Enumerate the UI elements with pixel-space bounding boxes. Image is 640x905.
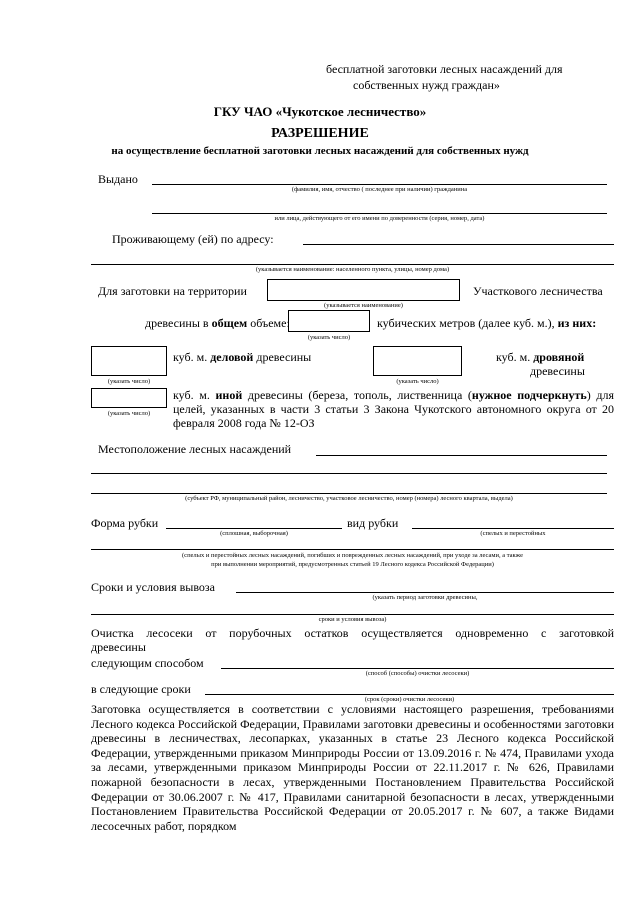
- removal-caption-2: сроки и условия вывоза): [318, 616, 387, 623]
- header-note-line1: бесплатной заготовки лесных насаждений для: [326, 62, 563, 76]
- territory-box[interactable]: [267, 279, 460, 301]
- territory-label: Для заготовки на территории: [98, 284, 247, 298]
- other-wood-box[interactable]: [91, 388, 167, 408]
- territory-caption: (указывается наименование): [324, 302, 403, 309]
- business-wood-caption: (указать число): [107, 378, 151, 385]
- other-wood-caption: (указать число): [107, 410, 151, 417]
- removal-line[interactable]: [236, 592, 614, 593]
- removal-line-2[interactable]: [91, 614, 614, 615]
- firewood-caption: (указать число): [396, 378, 439, 385]
- address-line[interactable]: [303, 244, 614, 245]
- location-line-2[interactable]: [91, 473, 607, 474]
- business-wood-box[interactable]: [91, 346, 167, 376]
- cleaning-terms-caption: (срок (сроки) очистки лесосеки): [364, 696, 455, 703]
- cutting-type-caption: (спелых и перестойных: [480, 530, 546, 537]
- cutting-form-label: Форма рубки: [91, 516, 159, 530]
- territory-right-label: Участкового лесничества: [473, 284, 603, 298]
- volume-label: древесины в общем объеме:: [145, 316, 290, 330]
- firewood-label: куб. м. дровяной: [496, 350, 585, 364]
- cleaning-terms-label: в следующие сроки: [91, 682, 191, 696]
- cutting-type-line[interactable]: [412, 528, 614, 529]
- cutting-form-caption: (сплошная, выборочная): [220, 530, 288, 537]
- header-note-line2: собственных нужд граждан»: [353, 78, 500, 92]
- other-wood-text: куб. м. иной древесины (береза, тополь, лиственница (нужное подчеркнуть) для целей, указанных в части 3 статьи 3 Закона Чукотского автономного округа от 20 февраля 2008 года № 12-ОЗ: [173, 388, 615, 430]
- location-line[interactable]: [316, 455, 607, 456]
- volume-after-label: кубических метров (далее куб. м.), из них:: [377, 316, 597, 330]
- cutting-line-2[interactable]: [91, 549, 614, 550]
- issued-line-2[interactable]: [152, 213, 607, 214]
- firewood-box[interactable]: [373, 346, 462, 376]
- cleaning-method-label: следующим способом: [91, 656, 204, 670]
- business-wood-label: куб. м. деловой древесины: [173, 350, 312, 364]
- location-line-3[interactable]: [91, 493, 607, 494]
- issued-caption-2: или лица, действующего от его имени по доверенности (серия, номер, дата): [274, 215, 485, 222]
- cleaning-method-line[interactable]: [221, 668, 614, 669]
- address-caption: (указывается наименование: населенного пункта, улицы, номер дома): [255, 266, 450, 273]
- address-label: Проживающему (ей) по адресу:: [112, 232, 274, 246]
- location-label: Местоположение лесных насаждений: [98, 442, 292, 456]
- document-subtitle: на осуществление бесплатной заготовки лесных насаждений для собственных нужд: [111, 145, 529, 157]
- issued-label: Выдано: [98, 172, 138, 186]
- issued-line[interactable]: [152, 184, 607, 185]
- volume-caption: (указать число): [307, 334, 351, 341]
- removal-label: Сроки и условия вывоза: [91, 580, 215, 594]
- location-caption: (субъект РФ, муниципальный район, лесничество, участковое лесничество, номер (номера) лесного квартала, выдела): [185, 495, 513, 502]
- firewood-label-line2: древесины: [530, 364, 585, 378]
- organization-name: ГКУ ЧАО «Чукотское лесничество»: [213, 104, 427, 119]
- cleaning-terms-line[interactable]: [205, 694, 614, 695]
- cleaning-method-caption: (способ (способы) очистки лесосеки): [365, 670, 470, 677]
- cleaning-text-line1: Очистка лесосеки от порубочных остатков осуществляется одновременно с заготовкой: [91, 626, 614, 640]
- cutting-type-label: вид рубки: [347, 516, 399, 530]
- removal-caption-1: (указать период заготовки древесины,: [372, 594, 478, 601]
- cutting-caption-1: (спелых и перестойных лесных насаждений, погибших и поврежденных лесных насаждений, при уходе за лесами, а также: [182, 552, 523, 559]
- issued-caption: (фамилия, имя, отчество ( последнее при наличии) гражданина: [291, 186, 468, 193]
- body-paragraph: Заготовка осуществляется в соответствии с условиями настоящего разрешения, требованиями Лесного кодекса Российской Федерации, Правилами заготовки древесины и особенностями заготовки древесины в лесничествах, лесопарках, указанных в статье 23 Лесного кодекса Российской Федерации, утвержденными приказом Минприроды России от 13.09.2016 г. № 474, Правилами ухода за лесами, утвержденными приказом Минприроды России от 22.11.2017 г. № 626, Правилами пожарной безопасности в лесах, утвержденными Постановлением Правительства Российской Федерации от 30.06.2007 г. № 417, Правилами санитарной безопасности в лесах, утвержденными Постановлением Правительства Российской Федерации от 20.05.2017 г. № 607, а также Видами лесосечных работ, порядком: [91, 702, 614, 833]
- cutting-caption-2: при выполнении мероприятий, предусмотренных статьей 19 Лесного кодекса Российской Федерации): [211, 561, 494, 568]
- address-line-2[interactable]: [91, 264, 614, 265]
- cleaning-text-line2: древесины: [91, 640, 146, 654]
- document-title: РАЗРЕШЕНИЕ: [271, 126, 369, 141]
- cutting-form-line[interactable]: [166, 528, 342, 529]
- volume-box[interactable]: [288, 310, 370, 332]
